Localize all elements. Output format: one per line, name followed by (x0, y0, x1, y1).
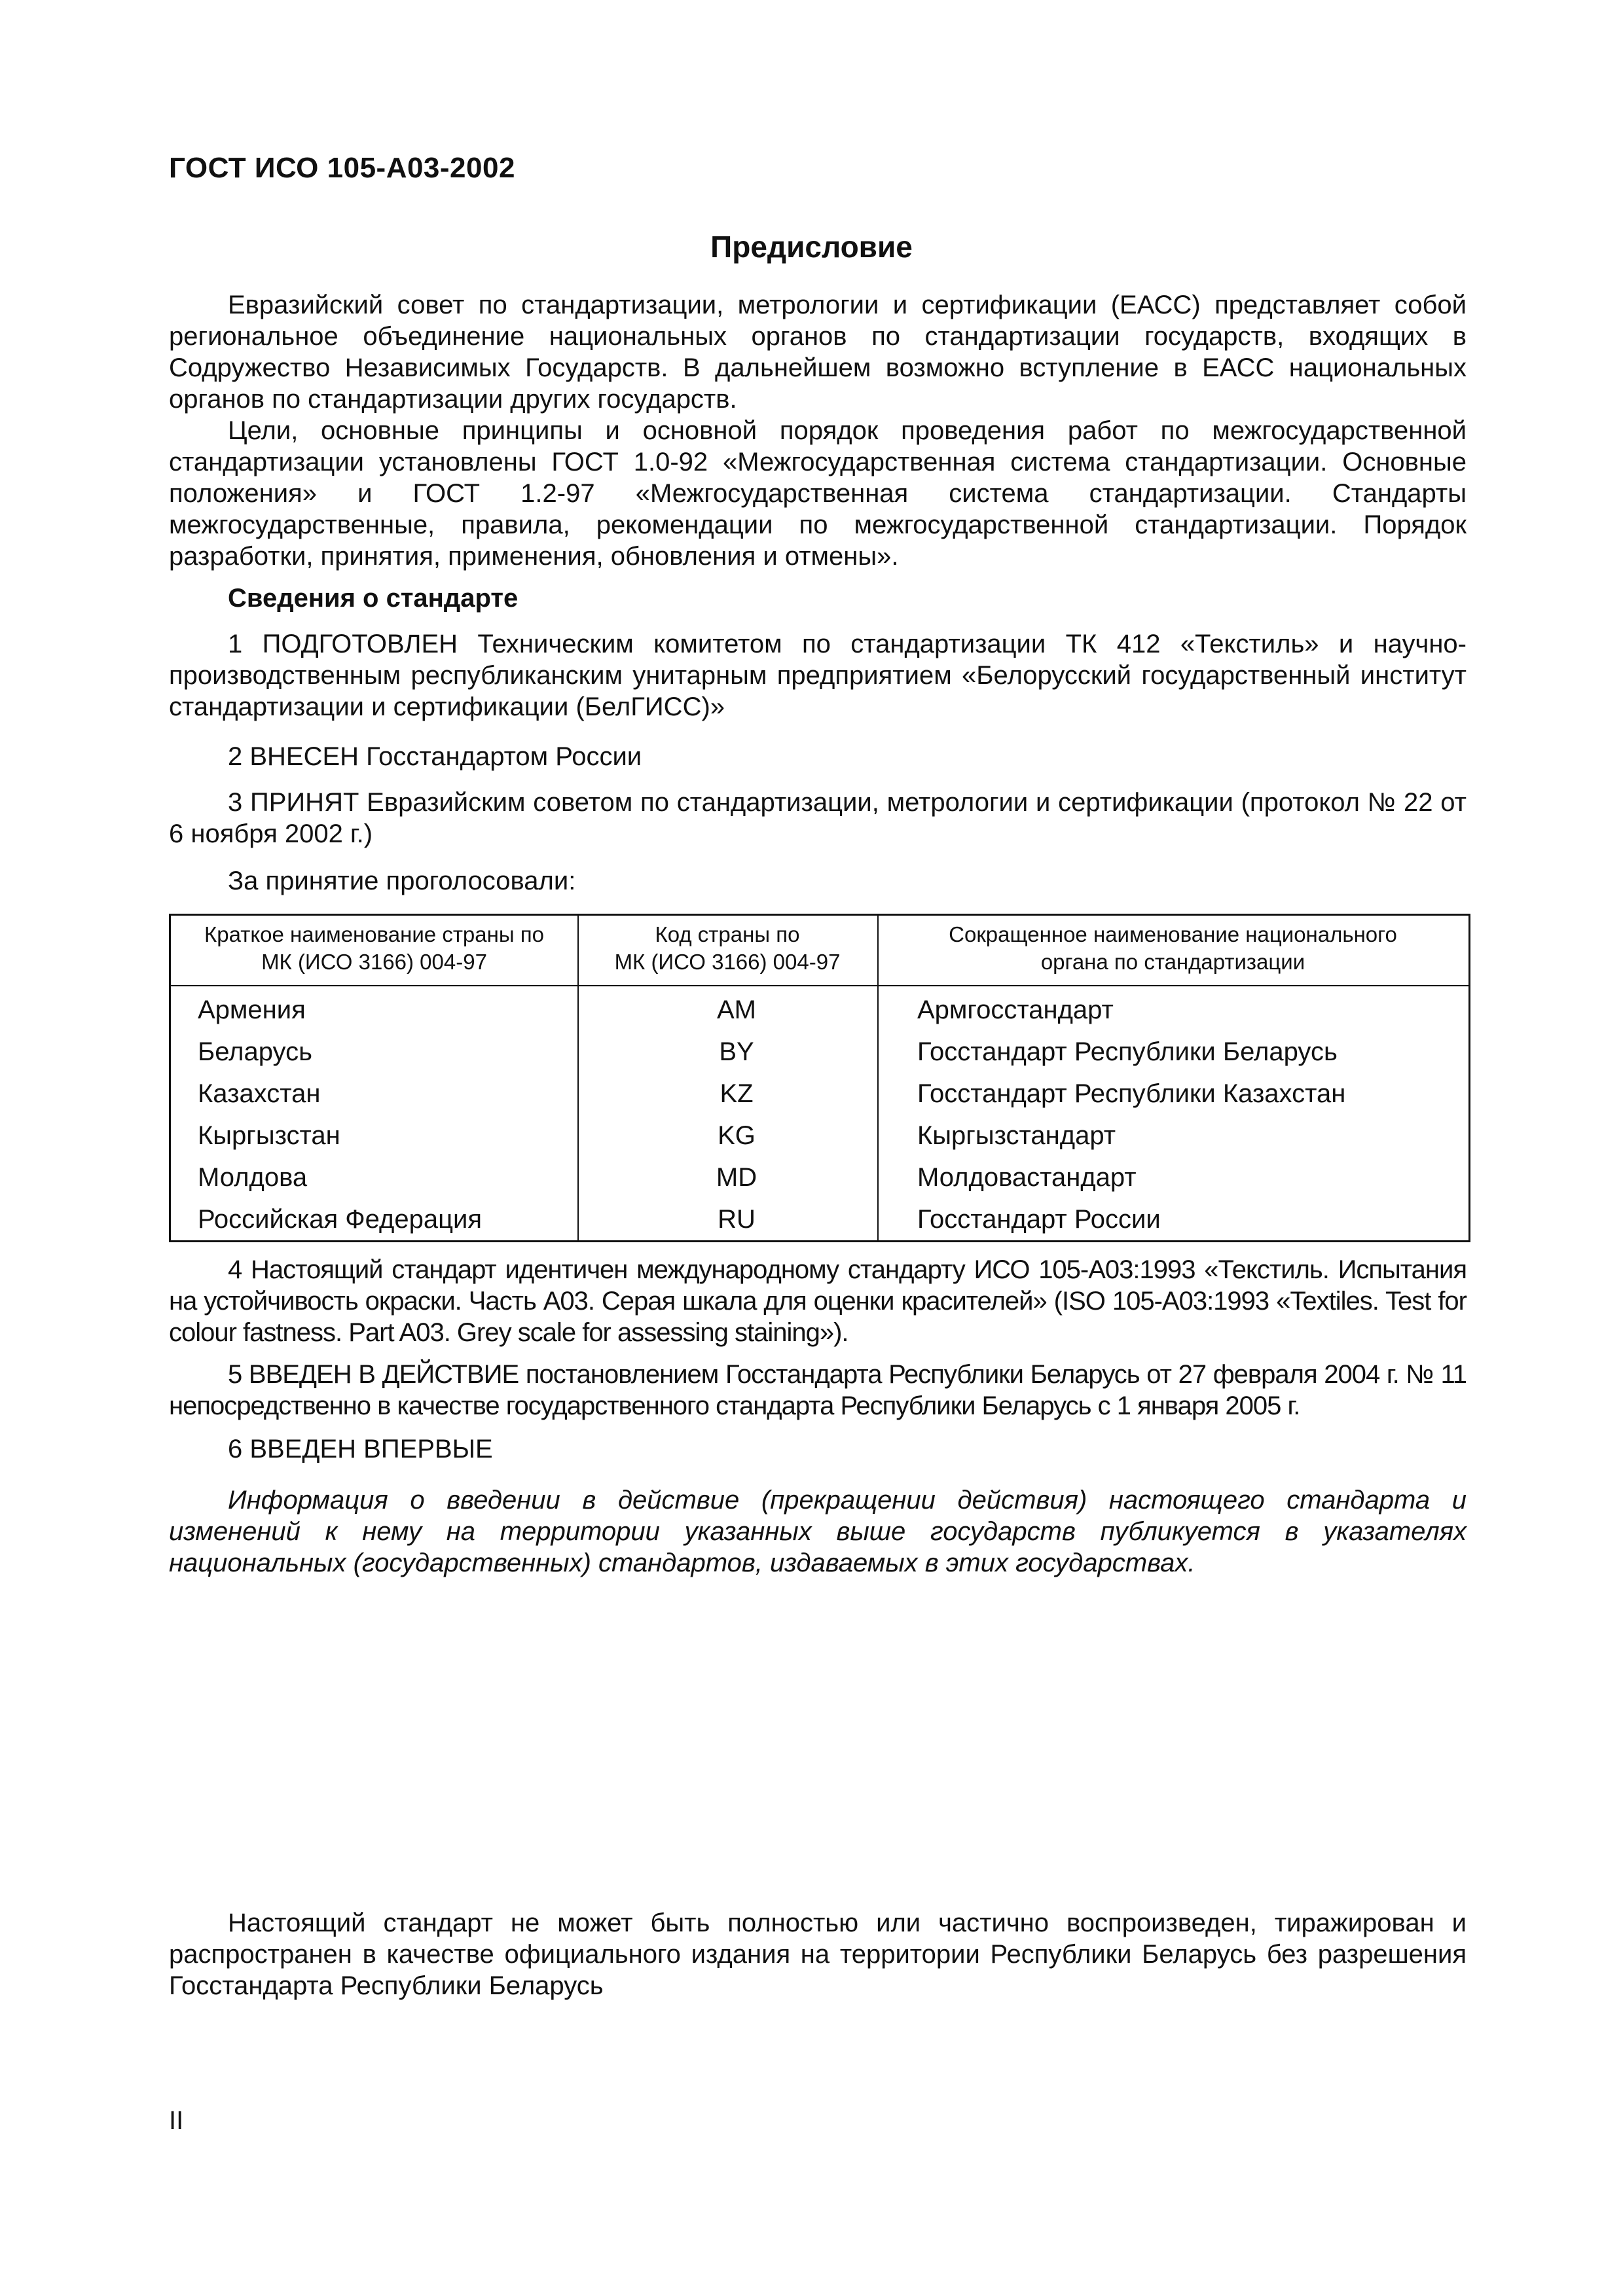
cell-code: KZ (720, 1079, 754, 1108)
info-heading: Сведения о стандарте (228, 584, 519, 613)
header-line: Краткое наименование страны по (204, 922, 544, 946)
voted-block (169, 865, 1467, 897)
intro-paragraph-2: Цели, основные принципы и основной порядок проведения работ по межгосударственной стандартизации установлены ГОСТ 1.0-92 «Межгосударственная система стандартизации. Основные положения» и ГОСТ 1.2-97 «Межгосударственная система стандартизации. Стандарты межгосударственные, правила, рекомендации по межгосударственной стандартизации. Порядок разработки, принятия, применения, обновления и отмены». (169, 416, 1467, 571)
header-line: Сокращенное наименование национального (949, 922, 1397, 946)
info-item-3: 3 ПРИНЯТ Евразийским советом по стандартизации, метрологии и сертификации (протокол № 22 от 6 ноября 2002 г.) (169, 788, 1467, 848)
info-heading-block (169, 583, 1467, 614)
document-header: ГОСТ ИСО 105-А03-2002 (169, 152, 515, 184)
cell-code: BY (719, 1037, 754, 1066)
header-line: Код страны по (655, 922, 800, 946)
header-line: МК (ИСО 3166) 004-97 (261, 950, 487, 974)
header-line: МК (ИСО 3166) 004-97 (614, 950, 841, 974)
table-header-divider (171, 985, 1468, 986)
cell-body: Госстандарт Республики Казахстан (917, 1079, 1346, 1108)
table-header-code (577, 921, 877, 976)
cell-country: Молдова (198, 1163, 308, 1192)
info-item-2: 2 ВНЕСЕН Госстандартом России (228, 742, 642, 771)
notice-text: Информация о введении в действие (прекращении действия) настоящего стандарта и изменений к нему на территории указанных выше государств публикуется в указателях национальных (государственных) стандартов, издаваемых в этих государствах. (169, 1486, 1467, 1577)
table-row (171, 1073, 1468, 1115)
intro-section (169, 289, 1467, 572)
table-header-body (877, 921, 1468, 976)
table-row (171, 1198, 1468, 1240)
cell-country: Кыргызстан (198, 1121, 340, 1150)
info-item-6-block (169, 1433, 1467, 1465)
copyright-text: Настоящий стандарт не может быть полностью или частично воспроизведен, тиражирован и распространен в качестве официального издания на территории Республики Беларусь без разрешения Госстандарта Республики Беларусь (169, 1909, 1467, 2000)
cell-country: Казахстан (198, 1079, 321, 1108)
table-body (171, 989, 1468, 1240)
page-number: II (169, 2106, 184, 2135)
cell-body: Молдовастандарт (917, 1163, 1137, 1192)
header-line: органа по стандартизации (1040, 950, 1305, 974)
cell-code: MD (716, 1163, 757, 1192)
info-item-5: 5 ВВЕДЕН В ДЕЙСТВИЕ постановлением Госстандарта Республики Беларусь от 27 февраля 2004 г. № 11 непосредственно в качестве государственного стандарта Республики Беларусь с 1 января 2005 г. (169, 1360, 1467, 1420)
info-item-4: 4 Настоящий стандарт идентичен международному стандарту ИСО 105-А03:1993 «Текстиль. Испытания на устойчивость окраски. Часть А03. Серая шкала для оценки красителей» (ISO 105-A03:1993 «Textiles. Test for colour fastness. Part A03. Grey scale for assessing staining»). (169, 1255, 1467, 1347)
cell-code: RU (718, 1205, 756, 1234)
cell-body: Госстандарт России (917, 1205, 1161, 1234)
intro-paragraph-1: Евразийский совет по стандартизации, метрологии и сертификации (ЕАСС) представляет собой региональное объединение национальных органов по стандартизации государств, входящих в Содружество Независимых Государств. В дальнейшем возможно вступление в ЕАСС национальных органов по стандартизации других государств. (169, 291, 1467, 414)
info-item-3-block (169, 787, 1467, 850)
cell-body: Госстандарт Республики Беларусь (917, 1037, 1338, 1066)
notice-block (169, 1484, 1467, 1579)
table-row (171, 989, 1468, 1031)
cell-country: Армения (198, 996, 306, 1024)
cell-country: Российская Федерация (198, 1205, 483, 1234)
info-item-1-block (169, 628, 1467, 723)
page-title: Предисловие (710, 230, 913, 264)
cell-code: KG (718, 1121, 756, 1150)
cell-country: Беларусь (198, 1037, 312, 1066)
voted-label: За принятие проголосовали: (228, 867, 576, 895)
voting-table (169, 914, 1470, 1242)
cell-body: Кыргызстандарт (917, 1121, 1116, 1150)
copyright-block (169, 1907, 1467, 2001)
info-item-6: 6 ВВЕДЕН ВПЕРВЫЕ (228, 1435, 493, 1463)
info-item-2-block (169, 741, 1467, 772)
table-row (171, 1157, 1468, 1198)
cell-code: AM (717, 996, 756, 1024)
info-item-4-block (169, 1254, 1467, 1348)
info-item-1: 1 ПОДГОТОВЛЕН Техническим комитетом по стандартизации ТК 412 «Текстиль» и научно-производственным республиканским унитарным предприятием «Белорусский государственный институт стандартизации и сертификации (БелГИСС)» (169, 630, 1467, 721)
table-row (171, 1031, 1468, 1073)
cell-body: Армгосстандарт (917, 996, 1114, 1024)
table-header-country (171, 921, 577, 976)
table-row (171, 1115, 1468, 1157)
info-item-5-block (169, 1359, 1467, 1422)
